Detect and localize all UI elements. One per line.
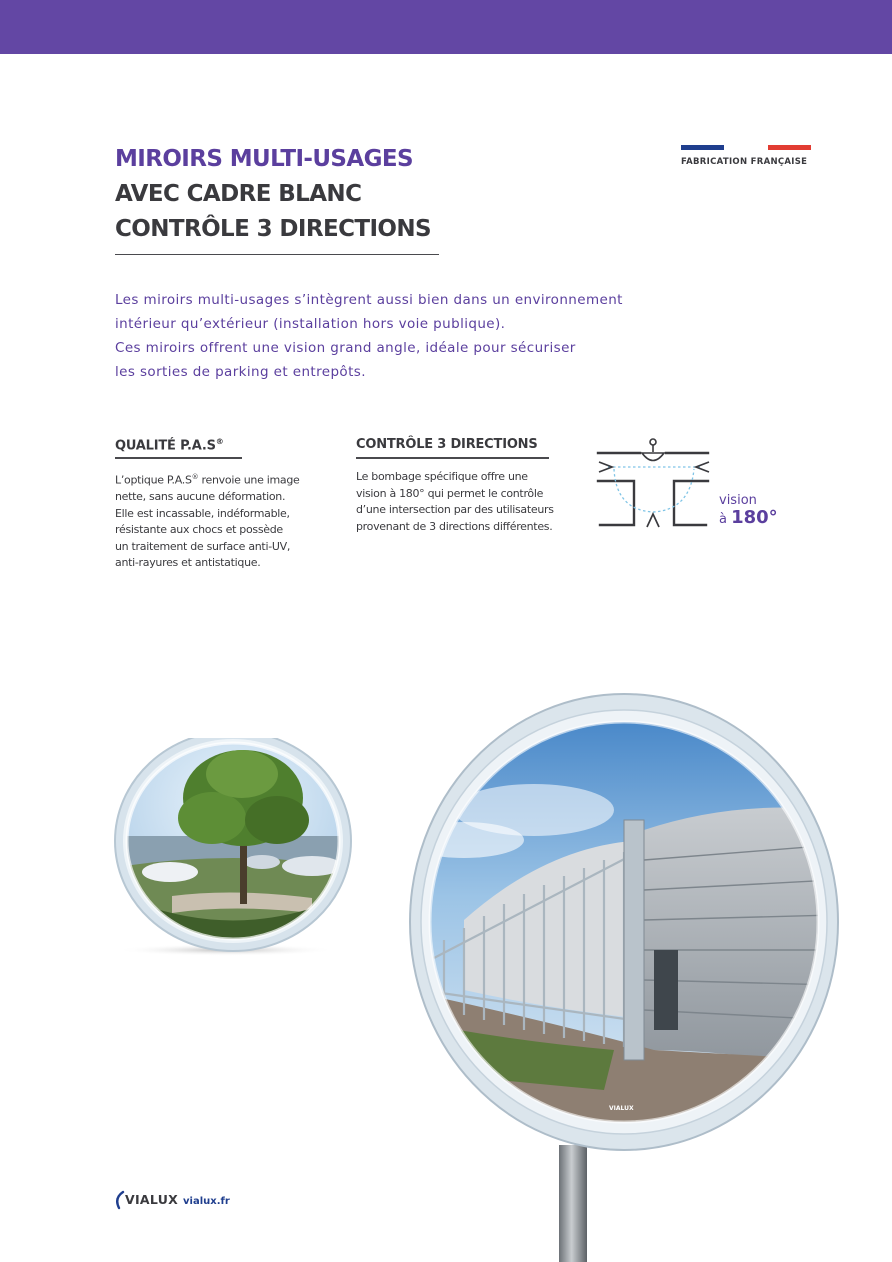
vision-degrees-line — [719, 509, 778, 528]
vision-word: vision — [719, 493, 757, 508]
flag-blue-segment — [681, 145, 724, 150]
quality-heading — [115, 437, 224, 453]
small-mirror-image — [112, 738, 354, 956]
registered-mark: ® — [191, 473, 199, 481]
vision-prefix: à — [719, 512, 732, 527]
arrow-left-icon — [599, 462, 612, 472]
control-line: d’une intersection par des utilisateurs — [356, 503, 554, 516]
vision-dotted-lines — [608, 467, 700, 512]
quality-line-start: L’optique P.A.S — [115, 473, 192, 487]
logo-swoosh-icon — [113, 1190, 125, 1210]
intro-paragraph — [115, 288, 695, 384]
control-heading: CONTRÔLE 3 DIRECTIONS — [356, 437, 538, 452]
title-line-3: CONTRÔLE 3 DIRECTIONS — [115, 216, 431, 242]
title-line-2: AVEC CADRE BLANC — [115, 181, 362, 207]
intro-line: Ces miroirs offrent une vision grand angle, idéale pour sécuriser — [115, 340, 576, 356]
title-line-1: MIROIRS MULTI-USAGES — [115, 146, 413, 172]
control-heading-underline — [356, 457, 549, 459]
quality-line: Elle est incassable, indéformable, — [115, 506, 290, 520]
quality-line: résistante aux chocs et possède — [115, 523, 283, 537]
quality-line-end: renvoie une image — [198, 473, 300, 487]
vision-180-label — [719, 492, 778, 528]
arrow-right-icon — [696, 462, 709, 472]
control-line: vision à 180° qui permet le contrôle — [356, 486, 544, 500]
registered-mark: ® — [215, 437, 224, 446]
quality-line: un traitement de surface anti-UV, — [115, 539, 291, 553]
intersection-diagram — [594, 436, 714, 532]
quality-heading-text: QUALITÉ P.A.S — [115, 438, 216, 454]
mirror-symbol-icon — [642, 439, 664, 461]
title-underline — [115, 254, 439, 255]
flag-red-segment — [768, 145, 811, 150]
logo-text: VIALUX — [125, 1192, 179, 1207]
quality-heading-underline — [115, 457, 242, 459]
website-link[interactable]: vialux.fr — [183, 1196, 230, 1207]
quality-line: anti-rayures et antistatique. — [115, 556, 261, 570]
intro-line: les sorties de parking et entrepôts. — [115, 364, 366, 380]
quality-line — [115, 469, 300, 489]
quality-line: nette, sans aucune déformation. — [115, 490, 286, 504]
top-color-band — [0, 0, 892, 54]
page-title — [115, 142, 445, 247]
vision-degrees: 180° — [731, 507, 778, 528]
french-flag-stripe — [681, 145, 811, 150]
control-line: Le bombage spécifique offre une — [356, 470, 528, 483]
control-line: provenant de 3 directions différentes. — [356, 519, 553, 533]
intro-line: Les miroirs multi-usages s’intègrent aussi bien dans un environnement — [115, 292, 623, 308]
intro-line: intérieur qu’extérieur (installation hors voie publique). — [115, 316, 506, 332]
large-mirror-image — [404, 690, 840, 1262]
arrow-up-icon — [647, 514, 659, 527]
made-in-france-label: FABRICATION FRANÇAISE — [681, 157, 808, 167]
quality-text — [115, 469, 300, 572]
mirror-brand-mark: VIALUX — [609, 1105, 634, 1112]
control-text — [356, 469, 554, 535]
